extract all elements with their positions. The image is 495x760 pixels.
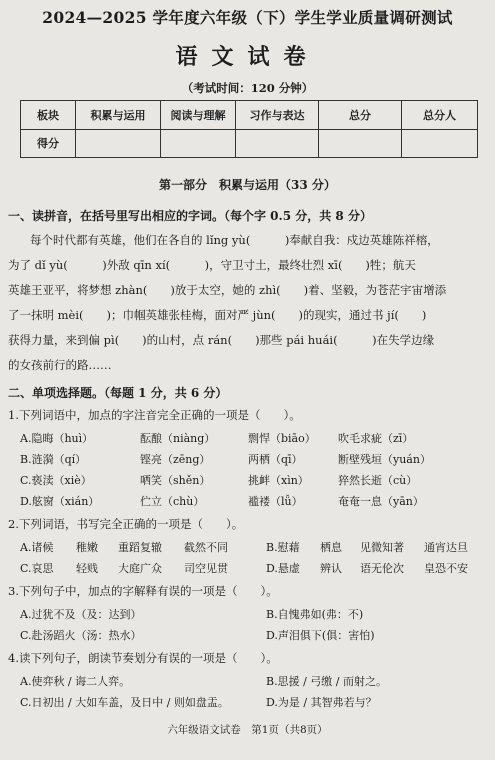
- question-3: 3.下列句子中，加点的字解释有误的一项是（ ）。: [8, 584, 278, 598]
- option: 通宵达旦: [424, 541, 468, 554]
- option: 吹毛求疵（zī）: [338, 432, 414, 445]
- option: 截然不同: [184, 541, 228, 554]
- passage-line: 每个时代都有英雄，他们在各自的 lǐng yù( )奉献自我：戍边英雄陈祥榕，: [30, 233, 439, 247]
- score-row-label: 得分: [21, 129, 76, 158]
- option: 皇恐不安: [424, 562, 468, 575]
- option: 剽悍（biāo）: [248, 432, 316, 445]
- subject-title: 语文试卷: [175, 44, 320, 70]
- option: 重蹈复辙: [118, 541, 162, 554]
- score-table: [20, 100, 478, 158]
- option: A.使弈秋 / 诲二人弈。: [20, 675, 131, 688]
- option: A.诸候: [20, 541, 54, 554]
- passage-line: 英雄王亚平，将梦想 zhàn( )放于太空，她的 zhì( )着、坚毅，为苍茫宇宙增添: [8, 283, 447, 297]
- score-cell[interactable]: [319, 129, 402, 158]
- question-1: 1.下列词语中，加点的字注音完全正确的一项是（ ）。: [8, 408, 301, 422]
- option: 栖息: [320, 541, 342, 554]
- option: D.舷窗（xián）: [20, 495, 100, 508]
- option: 稚嫩: [76, 541, 98, 554]
- score-table-score-row: [21, 129, 478, 158]
- exam-title: 2024—2025 学年度六年级（下）学生学业质量调研测试: [42, 8, 453, 27]
- part1-title: 第一部分 积累与运用（33 分）: [159, 178, 336, 192]
- option: C.赴汤蹈火（汤：热水）: [20, 629, 142, 642]
- option: D.悬虚: [266, 562, 300, 575]
- option: B.慰藉: [266, 541, 300, 554]
- passage-line: 获得力量，来到偏 pì( )的山村，点 rán( )那些 pái huái( )在失学边缘: [8, 333, 435, 347]
- question-2: 2.下列词语，书写完全正确的一项是（ ）。: [8, 517, 244, 531]
- score-table-header: 习作与表达: [236, 101, 319, 130]
- passage-line: 了一抹明 mèi( )；巾帼英雄张桂梅，面对严 jùn( )的现实，通过书 jí( ): [8, 308, 427, 322]
- option: A.过犹不及（及：达到）: [20, 608, 142, 621]
- passage-line: 的女孩前行的路……: [8, 358, 112, 372]
- option: 司空见贯: [184, 562, 228, 575]
- section2-title: 二、单项选择题。（每题 1 分，共 6 分）: [8, 386, 228, 400]
- option: 酝酿（niàng）: [140, 432, 216, 445]
- option: 断壁残垣（yuán）: [338, 453, 431, 466]
- score-table-header: 积累与运用: [76, 101, 161, 130]
- option: C.亵渎（xiè）: [20, 474, 92, 487]
- score-table-header: 阅读与理解: [161, 101, 236, 130]
- score-cell[interactable]: [236, 129, 319, 158]
- score-cell[interactable]: [161, 129, 236, 158]
- option: 语无伦次: [360, 562, 404, 575]
- option: 轻贱: [76, 562, 98, 575]
- option: C.日初出 / 大如车盖，及日中 / 则如盘盂。: [20, 696, 229, 709]
- option: 猝然长逝（cù）: [338, 474, 418, 487]
- score-table-header: 总分: [319, 101, 402, 130]
- score-table-header: 总分人: [402, 101, 478, 130]
- exam-time: （考试时间：120 分钟）: [181, 81, 314, 95]
- option: 见微知著: [360, 541, 404, 554]
- option: 奄奄一息（yān）: [338, 495, 424, 508]
- score-cell[interactable]: [76, 129, 161, 158]
- passage-line: 为了 dǐ yù( )外敌 qīn xí( )，守卫寸土，最终壮烈 xī( )牲；航天: [8, 258, 416, 272]
- option: D.声泪俱下(俱：害怕): [266, 629, 375, 642]
- question-4: 4.读下列句子，朗读节奏划分有误的一项是（ ）。: [8, 651, 278, 665]
- option: 两栖（qī）: [248, 453, 303, 466]
- option: 挑衅（xìn）: [248, 474, 309, 487]
- option: B.自愧弗如(弗：不): [266, 608, 364, 621]
- option: 褴褛（lǚ）: [248, 495, 303, 508]
- option: A.隐晦（huì）: [20, 432, 94, 445]
- option: 哂笑（shěn）: [140, 474, 211, 487]
- option: 铿亮（zēng）: [140, 453, 211, 466]
- option: 大庭广众: [118, 562, 162, 575]
- section1-title: 一、读拼音，在括号里写出相应的字词。（每个字 0.5 分，共 8 分）: [8, 209, 372, 223]
- score-cell[interactable]: [402, 129, 478, 158]
- option: C.哀思: [20, 562, 54, 575]
- option: 伫立（chù）: [140, 495, 205, 508]
- option: D.为是 / 其智弗若与？: [266, 696, 377, 709]
- option: B.涟漪（qí）: [20, 453, 87, 466]
- score-table-header: 板块: [21, 101, 76, 130]
- page-footer: 六年级语文试卷 第1页（共8页）: [167, 724, 328, 736]
- score-table-header-row: [21, 101, 478, 130]
- option: 辨认: [320, 562, 342, 575]
- option: B.思援 / 弓缴 / 而射之。: [266, 675, 387, 688]
